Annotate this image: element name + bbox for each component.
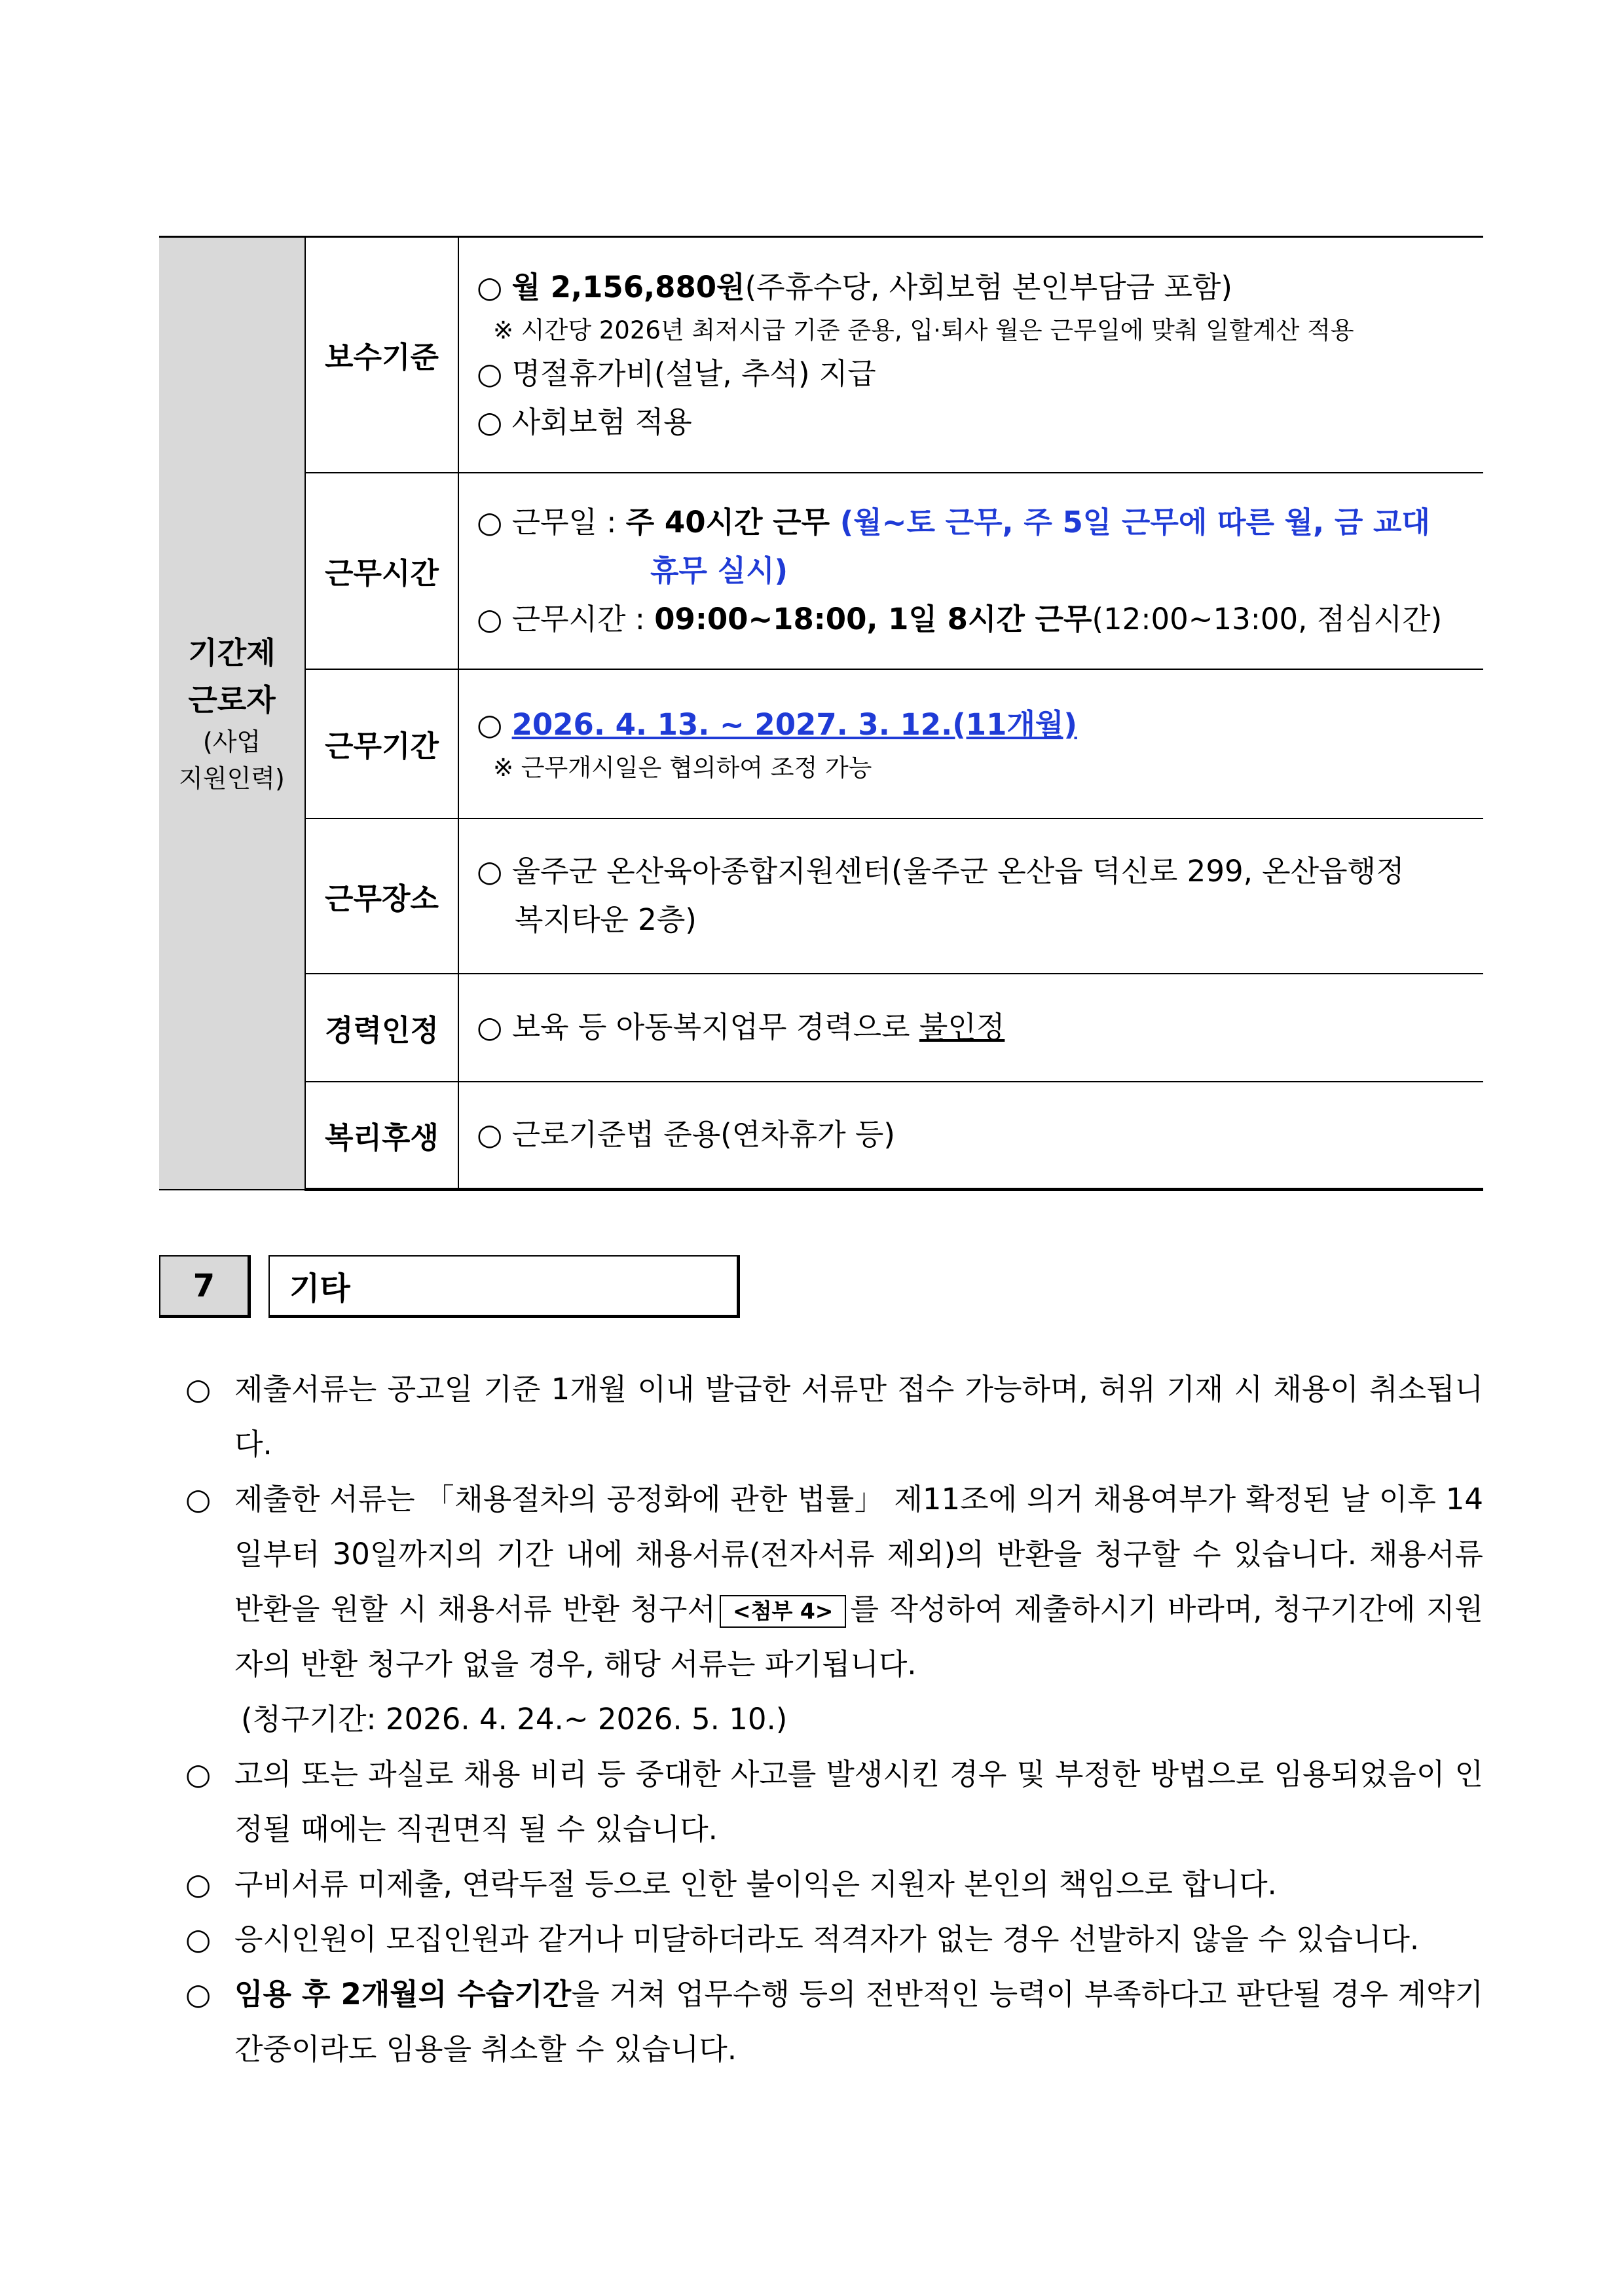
bullet: ○ bbox=[477, 269, 503, 304]
employment-conditions-table bbox=[159, 236, 1483, 1191]
social-insurance: ○ 사회보험 적용 bbox=[477, 404, 692, 439]
career-not-recognized: 불인정 bbox=[919, 1010, 1005, 1044]
notice-list bbox=[185, 1362, 1483, 2077]
item-text: 구비서류 미제출, 연락두절 등으로 인한 불이익은 지원자 본인의 책임으로 합니다. bbox=[234, 1867, 1277, 1901]
list-item bbox=[185, 1857, 1483, 1912]
bullet: ○ bbox=[185, 1372, 212, 1406]
request-period: (청구기간: 2026. 4. 24.~ 2026. 5. 10.) bbox=[241, 1702, 788, 1736]
list-item bbox=[185, 1472, 1483, 1747]
section-title: 기타 bbox=[268, 1255, 740, 1318]
item-text-after: 를 작성하여 제출하시기 바라며, 청구기간에 지원자의 반환 청구가 없을 경우, 해당 서류는 파기됩니다. bbox=[234, 1592, 1484, 1681]
item-text: 응시인원이 모집인원과 같거나 미달하더라도 적격자가 없는 경우 선발하지 않을 수 있습니다. bbox=[234, 1922, 1420, 1956]
workday-label: ○ 근무일 : bbox=[477, 504, 626, 540]
weekly-hours: 주 40시간 근무 bbox=[625, 504, 840, 540]
bullet: ○ bbox=[185, 1867, 212, 1901]
work-location: ○ 울주군 온산육아종합지원센터(울주군 온산읍 덕신로 299, 온산읍행정 bbox=[477, 854, 1405, 889]
item-text: 을 거쳐 업무수행 등의 전반적인 능력이 부족하다고 판단될 경우 계약기간중이라도 임용을 취소할 수 있습니다. bbox=[234, 1977, 1483, 2066]
row-body-career bbox=[458, 974, 1483, 1082]
pay-note: ※ 시간당 2026년 최저시급 기준 준용, 입·퇴사 월은 근무일에 맞춰 일할계산 적용 bbox=[493, 316, 1354, 344]
probation-period: 임용 후 2개월의 수습기간 bbox=[234, 1977, 572, 2011]
row-header-welfare: 복리후생 bbox=[305, 1082, 458, 1190]
row-body-location bbox=[458, 818, 1483, 974]
row-body-pay bbox=[458, 237, 1483, 473]
bullet: ○ bbox=[185, 1482, 212, 1516]
pay-detail: (주휴수당, 사회보험 본인부담금 포함) bbox=[745, 269, 1232, 304]
item-text: 제출서류는 공고일 기준 1개월 이내 발급한 서류만 접수 가능하며, 허위 기재 시 채용이 취소됩니다. bbox=[234, 1372, 1483, 1461]
list-item bbox=[185, 1747, 1483, 1857]
work-location-cont: 복지타운 2층) bbox=[515, 902, 697, 937]
welfare-text: ○ 근로기준법 준용(연차휴가 등) bbox=[477, 1117, 895, 1152]
item-text: 제출한 서류는 「채용절차의 공정화에 관한 법률」 제11조에 의거 채용여부가 확정된 날 이후 14일부터 30일까지의 기간 내에 채용서류(전자서류 제외)의 반환을 청구할 수 있습니다. 채용서류 반환을 원할 시 채용서류 반환 청구서 bbox=[234, 1482, 1483, 1626]
category-cell bbox=[159, 237, 305, 1190]
category-title: 기간제 근로자 bbox=[188, 635, 276, 718]
row-header-period: 근무기간 bbox=[305, 669, 458, 818]
bullet: ○ bbox=[477, 707, 503, 742]
item-text: 고의 또는 과실로 채용 비리 등 중대한 사고를 발생시킨 경우 및 부정한 방법으로 임용되었음이 인정될 때에는 직권면직 될 수 있습니다. bbox=[234, 1757, 1483, 1846]
list-item bbox=[185, 1912, 1483, 1967]
work-period: 2026. 4. 13. ~ 2027. 3. 12.(11개월) bbox=[511, 707, 1077, 742]
work-hours: 09:00~18:00, 1일 8시간 근무 bbox=[654, 601, 1092, 636]
category-subtitle: (사업 지원인력) bbox=[179, 727, 285, 794]
lunch-time: (12:00~13:00, 점심시간) bbox=[1092, 601, 1443, 636]
row-header-pay: 보수기준 bbox=[305, 237, 458, 473]
row-header-career: 경력인정 bbox=[305, 974, 458, 1082]
career-text: ○ 보육 등 아동복지업무 경력으로 bbox=[477, 1010, 919, 1044]
holiday-bonus: ○ 명절휴가비(설날, 추석) 지급 bbox=[477, 356, 876, 391]
row-body-period bbox=[458, 669, 1483, 818]
period-note: ※ 근무개시일은 협의하여 조정 가능 bbox=[493, 753, 872, 782]
rotation-note-cont: 휴무 실시) bbox=[650, 553, 788, 588]
row-body-hours bbox=[458, 473, 1483, 669]
rotation-note: (월~토 근무, 주 5일 근무에 따른 월, 금 교대 bbox=[840, 504, 1430, 540]
section-number: 7 bbox=[159, 1255, 251, 1318]
bullet: ○ bbox=[185, 1977, 212, 2011]
monthly-pay: 월 2,156,880원 bbox=[511, 269, 745, 304]
bullet: ○ bbox=[185, 1922, 212, 1956]
attachment-badge: <첨부 4> bbox=[720, 1595, 847, 1628]
row-header-location: 근무장소 bbox=[305, 818, 458, 974]
list-item bbox=[185, 1362, 1483, 1472]
bullet: ○ bbox=[185, 1757, 212, 1791]
row-body-welfare bbox=[458, 1082, 1483, 1190]
workhours-label: ○ 근무시간 : bbox=[477, 601, 655, 636]
row-header-hours: 근무시간 bbox=[305, 473, 458, 669]
list-item bbox=[185, 1967, 1483, 2077]
